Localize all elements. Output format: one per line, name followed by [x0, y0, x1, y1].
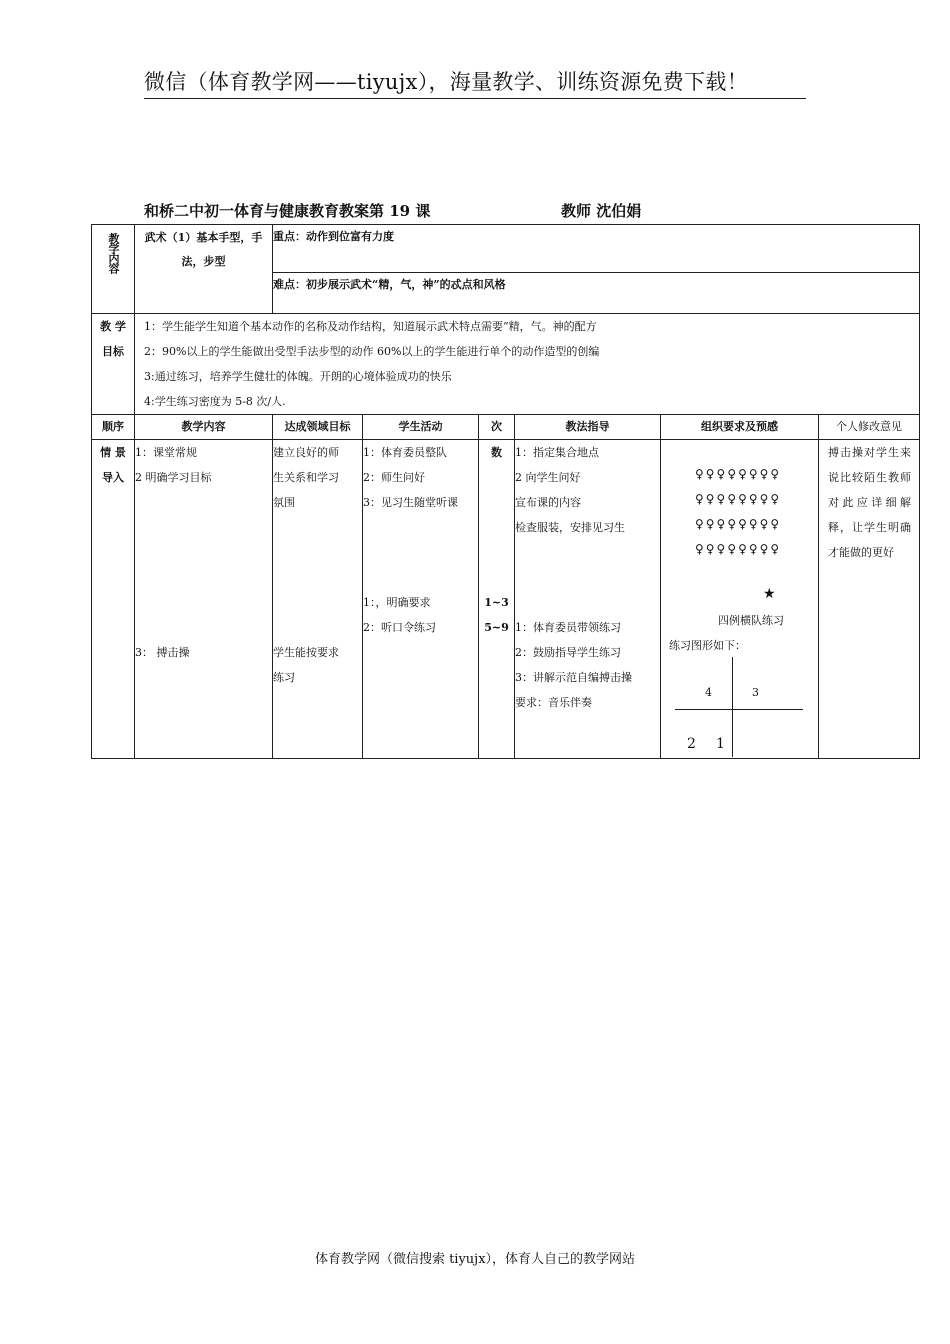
method-b-line: 1：体育委员带领练习 [515, 621, 621, 634]
teaching-item: 3： 搏击操 [135, 646, 190, 659]
col-header-organization: 组织要求及预感 [661, 415, 819, 440]
formation-figure [661, 440, 818, 758]
comment-cell [819, 440, 920, 759]
quadrant-label: 1 [716, 736, 725, 752]
formation-caption: 四例横队练习 [718, 614, 784, 627]
method-cell [515, 440, 661, 759]
count-head: 数 [491, 446, 502, 459]
goal-item: 2：90%以上的学生能做出受型手法步型的动作 60%以上的学生能进行单个的动作造型的创编 [144, 345, 600, 358]
site-header: 微信（体育教学网——tiyujx），海量教学、训练资源免费下载！ [144, 66, 806, 99]
teaching-item: 1：课堂常规 [135, 446, 197, 459]
col-header-teaching: 教学内容 [135, 415, 273, 440]
method-a-line: 2 向学生问好 [515, 471, 581, 484]
student-b-line: 2：听口令练习 [363, 621, 436, 634]
goal-item: 4:学生练习密度为 5-8 次/人. [144, 395, 286, 408]
goals-label-1: 教 学 [100, 320, 126, 333]
topic-line-2: 法，步型 [181, 255, 226, 268]
method-a-line: 1：指定集合地点 [515, 446, 599, 459]
lesson-plan-table [91, 224, 920, 759]
col-header-goal: 达成领域目标 [273, 415, 363, 440]
goal-a-line: 建立良好的师 [273, 446, 339, 459]
method-a-line: 宣布课的内容 [515, 496, 581, 509]
organization-cell [661, 440, 819, 759]
col-header-order: 顺序 [92, 415, 135, 440]
teaching-cell [135, 440, 273, 759]
method-b-line: 3：讲解示范自编搏击操 [515, 671, 632, 684]
diagram-caption: 练习图形如下： [669, 639, 746, 652]
count-b: 5~9 [484, 621, 509, 634]
formation-rows [695, 462, 781, 562]
method-a-line: 检查服装，安排见习生 [515, 521, 625, 534]
student-a-line: 1：体育委员整队 [363, 446, 447, 459]
quadrant-label: 3 [752, 686, 759, 699]
comment-text: 搏击操对学生来说比较陌生教师对此应详细解释，让学生明确才能做的更好 [828, 446, 912, 559]
goals-label-cell [92, 314, 135, 415]
goal-item: 1：学生能学生知道个基本动作的名称及动作结构，知道展示武术特点需要“精，气。神的配方 [144, 320, 597, 333]
diagram-horizontal-line [675, 709, 803, 710]
topic-line-1: 武术（1）基本手型，手 [144, 231, 263, 244]
goal-item: 3:通过练习，培养学生健壮的体魄。开朗的心境体验成功的快乐 [144, 370, 452, 383]
method-b-line: 2：鼓励指导学生练习 [515, 646, 621, 659]
col-header-student: 学生活动 [363, 415, 479, 440]
student-a-line: 3：见习生随堂听课 [363, 496, 458, 509]
formation-row: ♀♀♀♀♀♀♀♀ [695, 542, 782, 556]
difficulty-cell [273, 273, 920, 314]
topic-cell [135, 225, 273, 314]
teacher-star-icon: ★ [763, 586, 776, 602]
goal-a-line: 氛围 [273, 496, 295, 509]
goal-cell [273, 440, 363, 759]
key-point: 重点：动作到位富有力度 [273, 230, 394, 243]
order-line-2: 导入 [102, 471, 124, 484]
difficulty: 难点：初步展示武术“精，气，神”的忒点和风格 [273, 278, 506, 291]
col-header-method: 教法指导 [515, 415, 661, 440]
count-a: 1~3 [484, 596, 509, 609]
formation-row: ♀♀♀♀♀♀♀♀ [695, 492, 782, 506]
goal-b-line: 练习 [273, 671, 295, 684]
lesson-title: 和桥二中初一体育与健康教育教案第 19 课 [144, 202, 431, 220]
count-cell [479, 440, 515, 759]
diagram-vertical-line [732, 657, 733, 757]
student-cell [363, 440, 479, 759]
goals-label-2: 目标 [102, 345, 124, 358]
method-b-line: 要求：音乐伴奏 [515, 696, 592, 709]
teacher-name: 教师 沈伯娟 [561, 202, 642, 220]
order-line-1: 情 景 [100, 446, 126, 459]
col-header-count: 次 [479, 415, 515, 440]
site-footer: 体育教学网（微信搜索 tiyujx），体育人自己的教学网站 [314, 1252, 636, 1267]
col-header-comment: 个人修改意见 [819, 415, 920, 440]
goals-cell [135, 314, 920, 415]
key-point-cell [273, 225, 920, 273]
goal-b-line: 学生能按要求 [273, 646, 339, 659]
goal-a-line: 生关系和学习 [273, 471, 339, 484]
order-cell [92, 440, 135, 759]
content-label: 教学内容 [107, 233, 120, 273]
content-label-cell [92, 225, 135, 314]
formation-row: ♀♀♀♀♀♀♀♀ [695, 467, 782, 481]
formation-row: ♀♀♀♀♀♀♀♀ [695, 517, 782, 531]
student-b-line: 1：，明确要求 [363, 596, 431, 609]
quadrant-label: 4 [705, 686, 712, 699]
quadrant-label: 2 [687, 736, 696, 752]
teaching-item: 2 明确学习目标 [135, 471, 212, 484]
student-a-line: 2：师生问好 [363, 471, 425, 484]
